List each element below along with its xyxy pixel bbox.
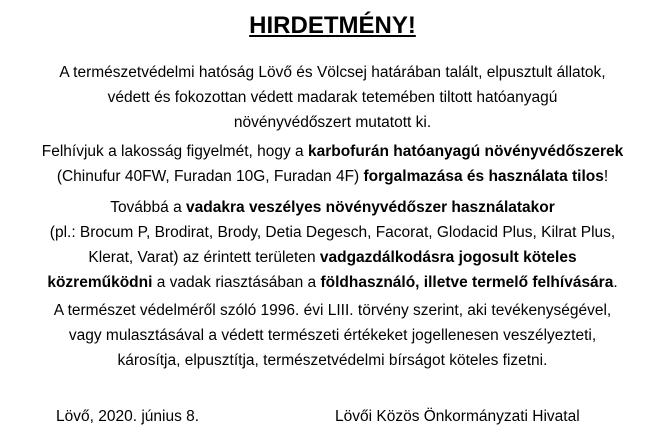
place-date: Lövő, 2020. június 8. [56, 408, 200, 425]
text-segment: Felhívjuk a lakosság figyelmét, hogy a [41, 143, 308, 160]
text-segment: (Chinufur 40FW, Furadan 10G, Furadan 4F) [56, 168, 364, 185]
paragraph-finding [20, 60, 645, 135]
paragraph-line: A természet védelméről szóló 1996. évi LIII. törvény szerint, aki tevékenységével, [53, 302, 612, 319]
issuer-name: Lövői Közös Önkormányzati Hivatal [335, 408, 580, 425]
paragraph-warning [20, 139, 645, 189]
paragraph-law [20, 298, 645, 373]
text-segment: . [613, 274, 618, 291]
paragraph-line: károsítja, elpusztítja, természetvédelmi bírságot köteles fizetni. [117, 352, 548, 369]
bold-segment: közreműködni [47, 274, 153, 291]
paragraph-line: A természetvédelmi hatóság Lövő és Völcsej határában talált, elpusztult állatok, [59, 64, 606, 81]
paragraph-line: védett és fokozottan védett madarak tetemében tiltott hatóanyagú [107, 89, 558, 106]
paragraph-line: vagy mulasztásával a védett természeti értékeket jogellenesen veszélyezteti, [68, 327, 597, 344]
notice-title: HIRDETMÉNY! [249, 12, 416, 39]
paragraph-line [20, 139, 645, 164]
paragraph-game-protection [20, 195, 645, 295]
bold-segment: forgalmazása és használata tilos [363, 168, 604, 185]
text-segment: a vadak riasztásában a [152, 274, 321, 291]
bold-segment: vadakra veszélyes növényvédőszer használatakor [186, 199, 555, 216]
bold-segment: vadgazdálkodásra jogosult köteles [319, 249, 577, 266]
text-segment: Klerat, Varat) az érintett területen [88, 249, 320, 266]
paragraph-line [20, 270, 645, 295]
paragraph-line: (pl.: Brocum P, Brodirat, Brody, Detia Degesch, Facorat, Glodacid Plus, Kilrat Plus, [49, 224, 616, 241]
paragraph-line [20, 195, 645, 220]
paragraph-line [20, 245, 645, 270]
bold-segment: karbofurán hatóanyagú növényvédőszerek [307, 143, 624, 160]
paragraph-line: növényvédőszert mutatott ki. [233, 114, 432, 131]
paragraph-line [20, 164, 645, 189]
text-segment: Továbbá a [110, 199, 187, 216]
text-segment: ! [603, 168, 609, 185]
bold-segment: földhasználó, illetve termelő felhívására [320, 274, 614, 291]
